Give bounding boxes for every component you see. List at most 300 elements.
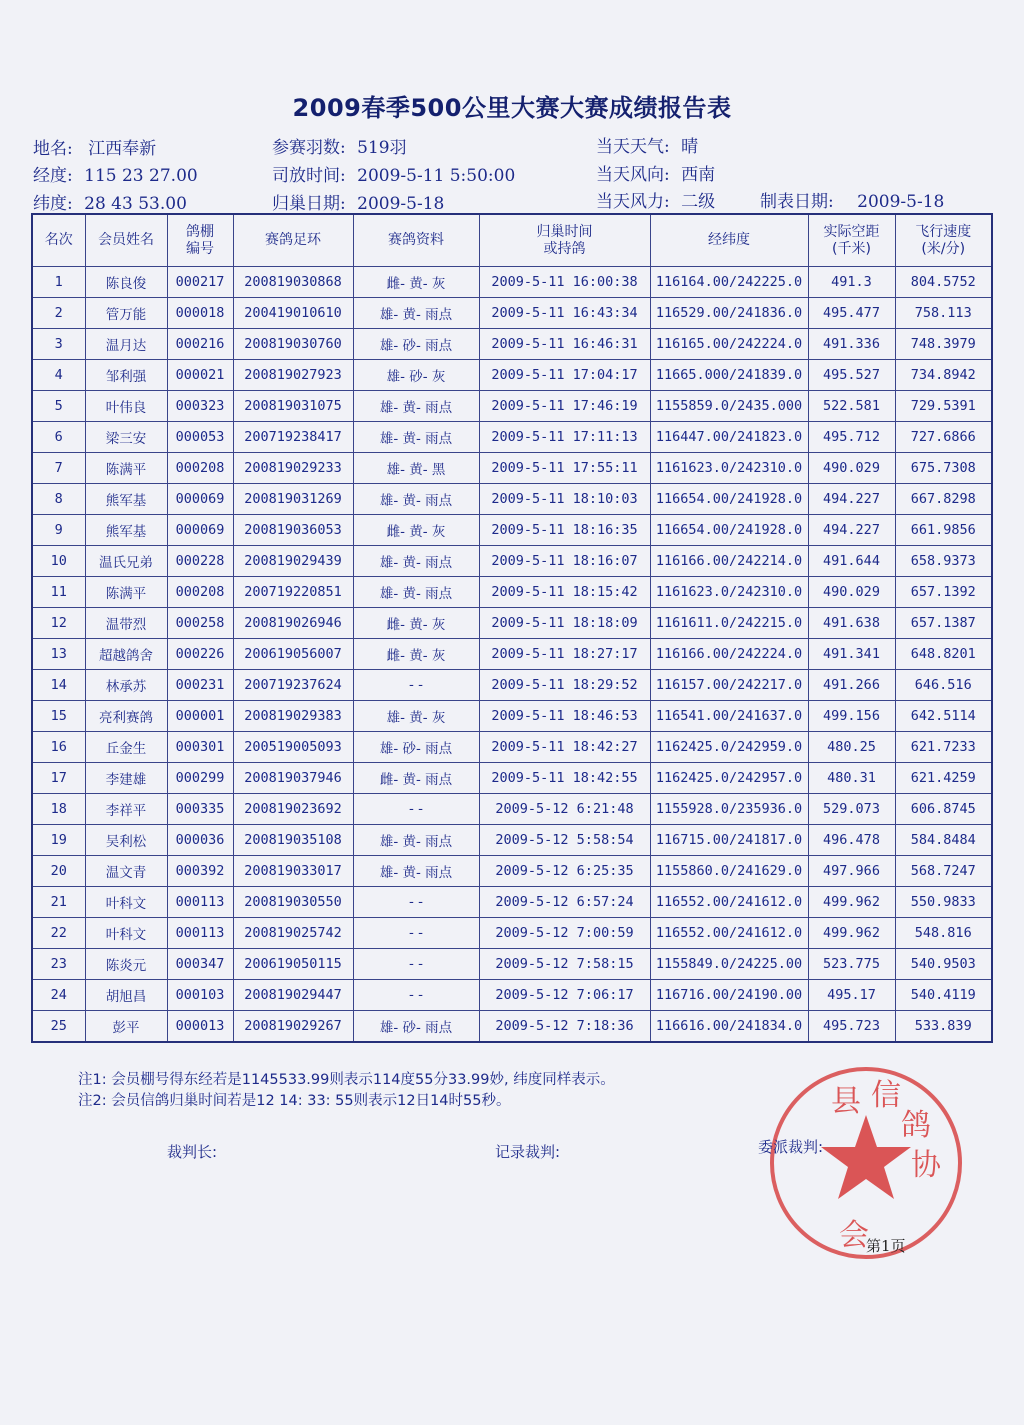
cell-coordinates: 116164.00/242225.0: [650, 267, 808, 298]
cell-rank: 22: [32, 918, 85, 949]
cell-speed: 734.8942: [895, 360, 992, 391]
cell-loft-number: 000392: [167, 856, 233, 887]
made-value: 2009-5-18: [857, 192, 945, 212]
meta-birds: [272, 133, 407, 158]
cell-rank: 6: [32, 422, 85, 453]
seal-star-icon: [821, 1115, 911, 1199]
cell-speed: 540.9503: [895, 949, 992, 980]
meta-wind-dir: [596, 160, 715, 185]
cell-speed: 804.5752: [895, 267, 992, 298]
cell-speed: 727.6866: [895, 422, 992, 453]
cell-bird-info: 雄- 黄- 雨点: [353, 484, 479, 515]
cell-member-name: 陈满平: [85, 453, 167, 484]
cell-rank: 2: [32, 298, 85, 329]
table-row: [32, 825, 992, 856]
cell-ring-number: 200819033017: [233, 856, 353, 887]
cell-rank: 4: [32, 360, 85, 391]
cell-distance: 494.227: [808, 484, 895, 515]
header-coords: 经纬度: [650, 214, 808, 267]
wind-dir-label: 当天风向:: [596, 165, 670, 185]
cell-bird-info: 雌- 黄- 雨点: [353, 763, 479, 794]
cell-return-time: 2009-5-11 17:11:13: [479, 422, 650, 453]
cell-bird-info: - -: [353, 887, 479, 918]
cell-loft-number: 000001: [167, 701, 233, 732]
cell-loft-number: 000258: [167, 608, 233, 639]
cell-ring-number: 200819026946: [233, 608, 353, 639]
cell-coordinates: 116165.00/242224.0: [650, 329, 808, 360]
cell-coordinates: 116166.00/242214.0: [650, 546, 808, 577]
cell-loft-number: 000069: [167, 515, 233, 546]
table-row: [32, 608, 992, 639]
cell-coordinates: 116541.00/241637.0: [650, 701, 808, 732]
cell-bird-info: 雄- 黄- 雨点: [353, 422, 479, 453]
cell-loft-number: 000228: [167, 546, 233, 577]
cell-return-time: 2009-5-11 18:27:17: [479, 639, 650, 670]
cell-distance: 496.478: [808, 825, 895, 856]
cell-distance: 494.227: [808, 515, 895, 546]
cell-member-name: 温文青: [85, 856, 167, 887]
made-label: 制表日期:: [760, 192, 834, 212]
page-number: 第1页: [866, 1237, 906, 1255]
cell-member-name: 陈良俊: [85, 267, 167, 298]
weather-value: 晴: [681, 137, 699, 157]
cell-loft-number: 000216: [167, 329, 233, 360]
cell-coordinates: 116166.00/242224.0: [650, 639, 808, 670]
cell-distance: 495.17: [808, 980, 895, 1011]
cell-bird-info: 雌- 黄- 灰: [353, 267, 479, 298]
cell-member-name: 梁三安: [85, 422, 167, 453]
cell-member-name: 林承苏: [85, 670, 167, 701]
place-value: 江西奉新: [88, 139, 157, 159]
meta-wind-force: [596, 187, 715, 212]
cell-return-time: 2009-5-12 6:25:35: [479, 856, 650, 887]
table-header-row: [32, 214, 992, 267]
cell-distance: 495.527: [808, 360, 895, 391]
cell-coordinates: 1161623.0/242310.0: [650, 453, 808, 484]
meta-return: [272, 189, 444, 214]
cell-distance: 491.3: [808, 267, 895, 298]
birds-value: 519羽: [357, 138, 407, 158]
cell-return-time: 2009-5-12 7:18:36: [479, 1011, 650, 1043]
cell-ring-number: 200719237624: [233, 670, 353, 701]
cell-member-name: 温氏兄弟: [85, 546, 167, 577]
cell-return-time: 2009-5-12 7:00:59: [479, 918, 650, 949]
cell-coordinates: 116552.00/241612.0: [650, 887, 808, 918]
cell-member-name: 熊军基: [85, 484, 167, 515]
cell-loft-number: 000347: [167, 949, 233, 980]
cell-return-time: 2009-5-11 18:15:42: [479, 577, 650, 608]
table-row: [32, 391, 992, 422]
cell-ring-number: 200819029233: [233, 453, 353, 484]
cell-member-name: 邹利强: [85, 360, 167, 391]
seal-char-2: 信: [871, 1078, 901, 1113]
cell-bird-info: - -: [353, 949, 479, 980]
cell-ring-number: 200819027923: [233, 360, 353, 391]
cell-distance: 499.156: [808, 701, 895, 732]
cell-speed: 661.9856: [895, 515, 992, 546]
cell-return-time: 2009-5-12 6:57:24: [479, 887, 650, 918]
cell-speed: 675.7308: [895, 453, 992, 484]
cell-distance: 495.723: [808, 1011, 895, 1043]
cell-ring-number: 200819036053: [233, 515, 353, 546]
delegate-judge-label: 委派裁判:: [758, 1138, 824, 1156]
cell-rank: 19: [32, 825, 85, 856]
table-row: [32, 515, 992, 546]
cell-return-time: 2009-5-11 18:29:52: [479, 670, 650, 701]
cell-distance: 491.266: [808, 670, 895, 701]
note-1: 注1: 会员棚号得东经若是1145533.99则表示114度55分33.99妙, 纬度同样表示。: [78, 1072, 615, 1088]
seal-char-3: 鸽: [901, 1108, 931, 1143]
cell-member-name: 李祥平: [85, 794, 167, 825]
cell-loft-number: 000053: [167, 422, 233, 453]
cell-ring-number: 200819031075: [233, 391, 353, 422]
cell-speed: 729.5391: [895, 391, 992, 422]
cell-distance: 522.581: [808, 391, 895, 422]
cell-bird-info: 雄- 黄- 雨点: [353, 577, 479, 608]
cell-bird-info: 雄- 黄- 黑: [353, 453, 479, 484]
meta-longitude: [33, 161, 198, 186]
cell-distance: 529.073: [808, 794, 895, 825]
meta-weather: [596, 132, 698, 157]
cell-speed: 646.516: [895, 670, 992, 701]
cell-rank: 5: [32, 391, 85, 422]
cell-speed: 533.839: [895, 1011, 992, 1043]
cell-loft-number: 000113: [167, 887, 233, 918]
cell-member-name: 叶伟良: [85, 391, 167, 422]
cell-loft-number: 000231: [167, 670, 233, 701]
cell-speed: 621.7233: [895, 732, 992, 763]
latitude-label: 纬度:: [33, 194, 73, 214]
cell-ring-number: 200819029447: [233, 980, 353, 1011]
table-row: [32, 639, 992, 670]
cell-bird-info: - -: [353, 918, 479, 949]
cell-ring-number: 200819029439: [233, 546, 353, 577]
cell-loft-number: 000103: [167, 980, 233, 1011]
weather-label: 当天天气:: [596, 137, 670, 157]
cell-distance: 499.962: [808, 918, 895, 949]
header-ring: 赛鸽足环: [233, 214, 353, 267]
table-body: [32, 267, 992, 1043]
cell-member-name: 叶科文: [85, 918, 167, 949]
cell-speed: 758.113: [895, 298, 992, 329]
cell-return-time: 2009-5-11 17:55:11: [479, 453, 650, 484]
cell-bird-info: 雄- 黄- 雨点: [353, 391, 479, 422]
cell-loft-number: 000217: [167, 267, 233, 298]
cell-rank: 1: [32, 267, 85, 298]
cell-member-name: 彭平: [85, 1011, 167, 1043]
cell-loft-number: 000301: [167, 732, 233, 763]
cell-coordinates: 1155928.0/235936.0: [650, 794, 808, 825]
note-2: 注2: 会员信鸽归巢时间若是12 14: 33: 55则表示12日14时55秒。: [78, 1093, 511, 1109]
cell-loft-number: 000013: [167, 1011, 233, 1043]
cell-loft-number: 000018: [167, 298, 233, 329]
cell-coordinates: 1162425.0/242957.0: [650, 763, 808, 794]
cell-ring-number: 200819030550: [233, 887, 353, 918]
cell-distance: 495.712: [808, 422, 895, 453]
return-value: 2009-5-18: [357, 194, 445, 214]
cell-speed: 606.8745: [895, 794, 992, 825]
cell-member-name: 叶科文: [85, 887, 167, 918]
cell-loft-number: 000323: [167, 391, 233, 422]
cell-return-time: 2009-5-11 18:46:53: [479, 701, 650, 732]
cell-return-time: 2009-5-11 17:46:19: [479, 391, 650, 422]
cell-return-time: 2009-5-12 5:58:54: [479, 825, 650, 856]
cell-coordinates: 116654.00/241928.0: [650, 515, 808, 546]
cell-rank: 23: [32, 949, 85, 980]
cell-coordinates: 116715.00/241817.0: [650, 825, 808, 856]
header-loft: 鸽棚 编号: [167, 214, 233, 267]
table-row: [32, 763, 992, 794]
cell-member-name: 温带烈: [85, 608, 167, 639]
cell-member-name: 吴利松: [85, 825, 167, 856]
cell-speed: 548.816: [895, 918, 992, 949]
header-speed: 飞行速度 (米/分): [895, 214, 992, 267]
cell-ring-number: 200819030868: [233, 267, 353, 298]
cell-rank: 16: [32, 732, 85, 763]
cell-bird-info: - -: [353, 794, 479, 825]
cell-member-name: 管万能: [85, 298, 167, 329]
cell-distance: 495.477: [808, 298, 895, 329]
cell-distance: 499.962: [808, 887, 895, 918]
table-row: [32, 794, 992, 825]
meta-place: [33, 134, 156, 159]
table-row: [32, 267, 992, 298]
cell-coordinates: 1161623.0/242310.0: [650, 577, 808, 608]
table-row: [32, 949, 992, 980]
cell-member-name: 胡旭昌: [85, 980, 167, 1011]
latitude-value: 28 43 53.00: [84, 194, 187, 214]
cell-ring-number: 200819025742: [233, 918, 353, 949]
cell-bird-info: 雄- 砂- 雨点: [353, 732, 479, 763]
table-row: [32, 670, 992, 701]
cell-speed: 642.5114: [895, 701, 992, 732]
cell-distance: 491.638: [808, 608, 895, 639]
cell-ring-number: 200819029383: [233, 701, 353, 732]
cell-rank: 20: [32, 856, 85, 887]
cell-speed: 540.4119: [895, 980, 992, 1011]
cell-return-time: 2009-5-11 16:43:34: [479, 298, 650, 329]
table-row: [32, 422, 992, 453]
cell-coordinates: 1155860.0/241629.0: [650, 856, 808, 887]
cell-loft-number: 000069: [167, 484, 233, 515]
seal-char-4: 协: [911, 1148, 941, 1183]
cell-return-time: 2009-5-11 18:42:27: [479, 732, 650, 763]
results-table: [31, 213, 993, 1043]
cell-bird-info: 雌- 黄- 灰: [353, 515, 479, 546]
cell-speed: 657.1387: [895, 608, 992, 639]
cell-bird-info: - -: [353, 670, 479, 701]
table-row: [32, 980, 992, 1011]
cell-coordinates: 1161611.0/242215.0: [650, 608, 808, 639]
cell-coordinates: 1155859.0/2435.000: [650, 391, 808, 422]
cell-ring-number: 200619050115: [233, 949, 353, 980]
header-time: 归巢时间 或持鸽: [479, 214, 650, 267]
cell-rank: 8: [32, 484, 85, 515]
official-seal: [766, 1063, 966, 1263]
meta-release: [272, 161, 515, 186]
cell-rank: 10: [32, 546, 85, 577]
cell-rank: 11: [32, 577, 85, 608]
cell-ring-number: 200819035108: [233, 825, 353, 856]
cell-bird-info: 雌- 黄- 灰: [353, 639, 479, 670]
cell-speed: 748.3979: [895, 329, 992, 360]
cell-return-time: 2009-5-11 16:00:38: [479, 267, 650, 298]
table-row: [32, 887, 992, 918]
table-row: [32, 453, 992, 484]
cell-distance: 523.775: [808, 949, 895, 980]
cell-return-time: 2009-5-11 18:16:07: [479, 546, 650, 577]
cell-rank: 18: [32, 794, 85, 825]
cell-speed: 658.9373: [895, 546, 992, 577]
cell-ring-number: 200819031269: [233, 484, 353, 515]
cell-speed: 584.8484: [895, 825, 992, 856]
cell-loft-number: 000036: [167, 825, 233, 856]
cell-distance: 490.029: [808, 577, 895, 608]
cell-return-time: 2009-5-11 18:18:09: [479, 608, 650, 639]
header-member: 会员姓名: [85, 214, 167, 267]
cell-distance: 491.341: [808, 639, 895, 670]
cell-loft-number: 000021: [167, 360, 233, 391]
notes-block: [78, 1070, 615, 1112]
cell-rank: 3: [32, 329, 85, 360]
table-row: [32, 918, 992, 949]
cell-bird-info: 雄- 黄- 雨点: [353, 546, 479, 577]
cell-bird-info: - -: [353, 980, 479, 1011]
wind-dir-value: 西南: [681, 165, 716, 185]
seal-char-5: 会: [839, 1218, 869, 1253]
cell-rank: 25: [32, 1011, 85, 1043]
cell-bird-info: 雄- 黄- 雨点: [353, 856, 479, 887]
cell-distance: 497.966: [808, 856, 895, 887]
birds-label: 参赛羽数:: [272, 138, 346, 158]
cell-bird-info: 雄- 砂- 雨点: [353, 1011, 479, 1043]
cell-loft-number: 000208: [167, 453, 233, 484]
table-row: [32, 546, 992, 577]
header-rank: 名次: [32, 214, 85, 267]
cell-member-name: 温月达: [85, 329, 167, 360]
cell-coordinates: 1162425.0/242959.0: [650, 732, 808, 763]
header-info: 赛鸽资料: [353, 214, 479, 267]
cell-speed: 621.4259: [895, 763, 992, 794]
release-value: 2009-5-11 5:50:00: [357, 166, 516, 186]
cell-ring-number: 200819030760: [233, 329, 353, 360]
cell-coordinates: 116529.00/241836.0: [650, 298, 808, 329]
table-row: [32, 484, 992, 515]
cell-loft-number: 000226: [167, 639, 233, 670]
cell-return-time: 2009-5-12 7:06:17: [479, 980, 650, 1011]
longitude-value: 115 23 27.00: [84, 166, 198, 186]
cell-return-time: 2009-5-12 6:21:48: [479, 794, 650, 825]
cell-coordinates: 116157.00/242217.0: [650, 670, 808, 701]
cell-bird-info: 雄- 砂- 灰: [353, 360, 479, 391]
cell-ring-number: 200519005093: [233, 732, 353, 763]
cell-speed: 667.8298: [895, 484, 992, 515]
cell-loft-number: 000299: [167, 763, 233, 794]
recorder-judge-label: 记录裁判:: [495, 1143, 561, 1161]
cell-member-name: 陈满平: [85, 577, 167, 608]
cell-distance: 491.644: [808, 546, 895, 577]
cell-speed: 657.1392: [895, 577, 992, 608]
page-title: 2009春季500公里大赛大赛成绩报告表: [292, 94, 732, 122]
cell-bird-info: 雄- 黄- 灰: [353, 701, 479, 732]
cell-member-name: 陈炎元: [85, 949, 167, 980]
header-distance: 实际空距 (千米): [808, 214, 895, 267]
cell-rank: 7: [32, 453, 85, 484]
cell-coordinates: 116716.00/24190.00: [650, 980, 808, 1011]
cell-member-name: 熊军基: [85, 515, 167, 546]
cell-return-time: 2009-5-11 16:46:31: [479, 329, 650, 360]
cell-return-time: 2009-5-11 18:16:35: [479, 515, 650, 546]
cell-coordinates: 116552.00/241612.0: [650, 918, 808, 949]
seal-char-1: 县: [831, 1084, 861, 1119]
cell-return-time: 2009-5-12 7:58:15: [479, 949, 650, 980]
cell-rank: 9: [32, 515, 85, 546]
return-label: 归巢日期:: [272, 194, 346, 214]
place-label: 地名:: [33, 139, 73, 159]
cell-coordinates: 11665.000/241839.0: [650, 360, 808, 391]
cell-coordinates: 116447.00/241823.0: [650, 422, 808, 453]
cell-distance: 491.336: [808, 329, 895, 360]
table-row: [32, 298, 992, 329]
cell-rank: 17: [32, 763, 85, 794]
cell-ring-number: 200719220851: [233, 577, 353, 608]
table-row: [32, 1011, 992, 1043]
cell-return-time: 2009-5-11 17:04:17: [479, 360, 650, 391]
cell-bird-info: 雌- 黄- 灰: [353, 608, 479, 639]
cell-ring-number: 200419010610: [233, 298, 353, 329]
cell-rank: 21: [32, 887, 85, 918]
meta-made-date: [760, 187, 944, 212]
cell-coordinates: 1155849.0/24225.00: [650, 949, 808, 980]
cell-coordinates: 116616.00/241834.0: [650, 1011, 808, 1043]
cell-rank: 14: [32, 670, 85, 701]
chief-judge-label: 裁判长:: [167, 1143, 218, 1161]
cell-distance: 480.31: [808, 763, 895, 794]
cell-speed: 568.7247: [895, 856, 992, 887]
cell-speed: 550.9833: [895, 887, 992, 918]
cell-ring-number: 200819037946: [233, 763, 353, 794]
cell-ring-number: 200619056007: [233, 639, 353, 670]
cell-distance: 480.25: [808, 732, 895, 763]
wind-force-label: 当天风力:: [596, 192, 670, 212]
cell-rank: 15: [32, 701, 85, 732]
cell-ring-number: 200819029267: [233, 1011, 353, 1043]
release-label: 司放时间:: [272, 166, 346, 186]
cell-return-time: 2009-5-11 18:42:55: [479, 763, 650, 794]
cell-bird-info: 雄- 黄- 雨点: [353, 825, 479, 856]
wind-force-value: 二级: [681, 192, 716, 212]
cell-member-name: 亮利赛鸽: [85, 701, 167, 732]
cell-member-name: 李建雄: [85, 763, 167, 794]
meta-latitude: [33, 189, 187, 214]
table-row: [32, 360, 992, 391]
longitude-label: 经度:: [33, 166, 73, 186]
cell-ring-number: 200819023692: [233, 794, 353, 825]
table-row: [32, 701, 992, 732]
cell-loft-number: 000208: [167, 577, 233, 608]
cell-return-time: 2009-5-11 18:10:03: [479, 484, 650, 515]
cell-rank: 13: [32, 639, 85, 670]
cell-bird-info: 雄- 黄- 雨点: [353, 298, 479, 329]
cell-bird-info: 雄- 砂- 雨点: [353, 329, 479, 360]
cell-speed: 648.8201: [895, 639, 992, 670]
cell-ring-number: 200719238417: [233, 422, 353, 453]
table-row: [32, 856, 992, 887]
table-row: [32, 329, 992, 360]
cell-loft-number: 000335: [167, 794, 233, 825]
cell-rank: 24: [32, 980, 85, 1011]
cell-member-name: 丘金生: [85, 732, 167, 763]
